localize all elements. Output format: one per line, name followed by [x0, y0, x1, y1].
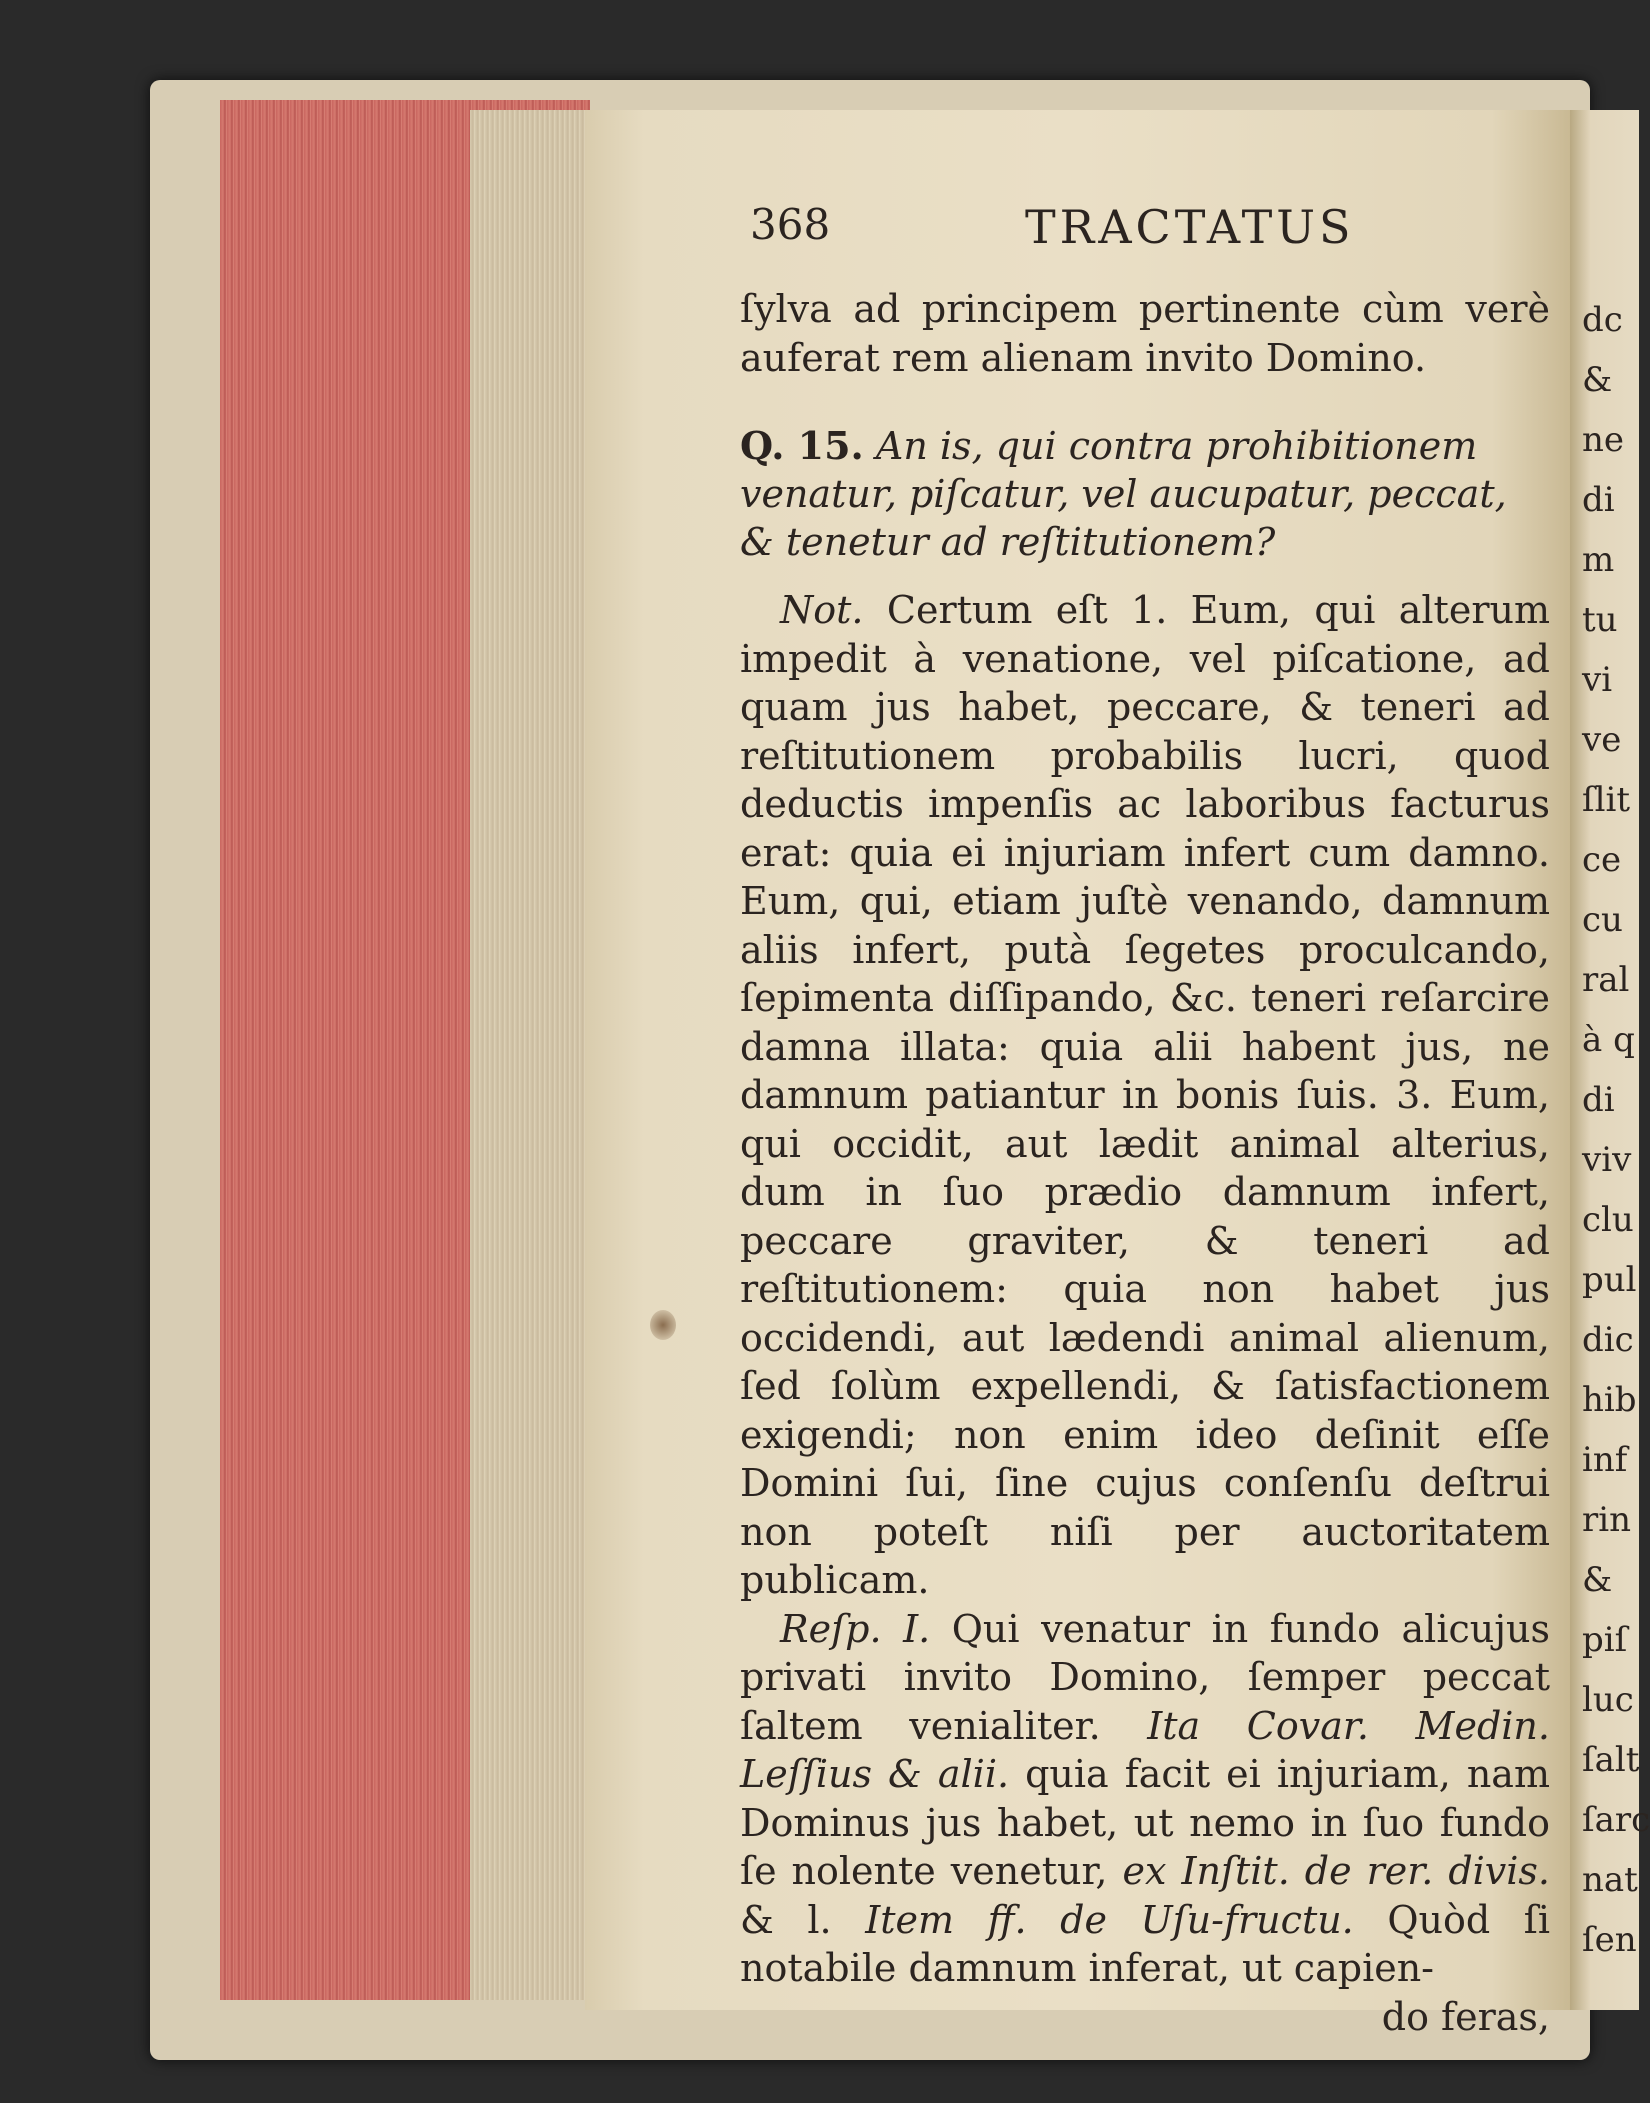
note-paragraph — [740, 586, 1550, 1605]
facing-page-fragment: & — [1582, 1560, 1613, 1600]
facing-page-fragment: ne — [1582, 420, 1625, 460]
question-number: Q. 15. — [740, 423, 864, 468]
facing-page-fragment: di — [1582, 480, 1615, 520]
facing-page-fragment: rin — [1582, 1500, 1632, 1540]
response-text-2: quia facit ei injuriam, nam Dominus jus habet, ut nemo in ſuo fundo ſe nolente venetur, — [740, 1752, 1550, 1893]
response-text: Qui venatur in fundo alicujus privati invito Domino, ſemper peccat ſaltem venialiter. — [740, 1606, 1550, 1748]
ink-smudge — [650, 1310, 676, 1340]
facing-page-fragment: ſlit — [1582, 780, 1630, 820]
facing-page-fragment: viv — [1582, 1140, 1632, 1180]
running-title: TRACTATUS — [1025, 200, 1355, 254]
facing-page-fragment: ce — [1582, 840, 1622, 880]
response-lead: Reſp. I. — [780, 1606, 931, 1651]
running-head — [585, 200, 1570, 260]
facing-page-fragment: ral — [1582, 960, 1630, 1000]
response-paragraph — [740, 1605, 1550, 1993]
facing-page-fragment: ve — [1582, 720, 1622, 760]
page-number: 368 — [750, 200, 831, 249]
question — [740, 422, 1550, 566]
continuation-text: ſylva ad principem pertinente cùm verè auferat rem alienam invito Domino. — [740, 287, 1550, 380]
response-text-3: & l. — [740, 1897, 832, 1942]
facing-page-fragment: di — [1582, 1080, 1615, 1120]
text-block — [740, 285, 1550, 2041]
facing-page-fragment: luc — [1582, 1680, 1634, 1720]
facing-page-fragment: à q — [1582, 1020, 1635, 1060]
facing-page-fragment: nat — [1582, 1860, 1638, 1900]
question-text: An is, qui contra prohibitionem venatur, piſcatur, vel aucupatur, peccat, & tenetur ad reſtitutionem? — [740, 424, 1507, 564]
facing-page-fragment: vi — [1582, 660, 1613, 700]
facing-page — [1570, 110, 1650, 2010]
facing-page-fragment: ſarc — [1582, 1800, 1650, 1840]
facing-page-fragment: dic — [1582, 1320, 1634, 1360]
facing-page-fragment: cu — [1582, 900, 1623, 940]
facing-page-fragment: hib — [1582, 1380, 1637, 1420]
facing-page-fragment: tu — [1582, 600, 1618, 640]
facing-page-fragment: ſen — [1582, 1920, 1637, 1960]
facing-page-fragment: pul — [1582, 1260, 1637, 1300]
facing-page-fragment: piſ — [1582, 1620, 1628, 1660]
response-text-4: Quòd ſi notabile damnum inferat, ut capien- — [740, 1897, 1550, 1990]
response-citation-2: ex Inſtit. de rer. divis. — [1122, 1849, 1550, 1893]
note-text: Certum eſt 1. Eum, qui alterum impedit à venatione, vel piſcatione, ad quam jus habet, peccare, & teneri ad reſtitutionem probabilis lucri, quod deductis impenſis ac laboribus facturus erat: quia ei injuriam infert cum damno. Eum, qui, etiam juſtè venando, damnum aliis infert, putà ſegetes proculcando, ſepimenta diſſipando, &c. teneri reſarcire damna illata: quia alii habent jus, ne damnum patiantur in bonis ſuis. 3. Eum, qui occidit, aut lædit animal alterius, dum in ſuo prædio damnum infert, peccare graviter, & teneri ad reſtitutionem: quia non habet jus occidendi, aut lædendi animal alienum, ſed ſolùm expellendi, & ſatisfactionem exigendi; non enim ideo deſinit eſſe Domini ſui, ſine cujus conſenſu deſtrui non poteſt niſi per auctoritatem publicam. — [740, 588, 1550, 1602]
facing-page-fragment: inf — [1582, 1440, 1628, 1480]
facing-page-fragment: m — [1582, 540, 1615, 580]
facing-page-fragment: ſalt — [1582, 1740, 1640, 1780]
facing-page-fragment: dc — [1582, 300, 1623, 340]
book-page — [585, 110, 1570, 2039]
facing-page-fragment: clu — [1582, 1200, 1634, 1240]
response-citation: Ita Covar. Medin. Leſſius & alii. — [740, 1703, 1550, 1796]
catchword: do feras, — [1381, 1994, 1550, 2039]
response-citation-3: Item ff. de Uſu-fructu. — [865, 1897, 1354, 1942]
note-lead: Not. — [780, 588, 864, 632]
page-edges-light — [470, 110, 590, 2000]
facing-page-fragment: & — [1582, 360, 1613, 400]
